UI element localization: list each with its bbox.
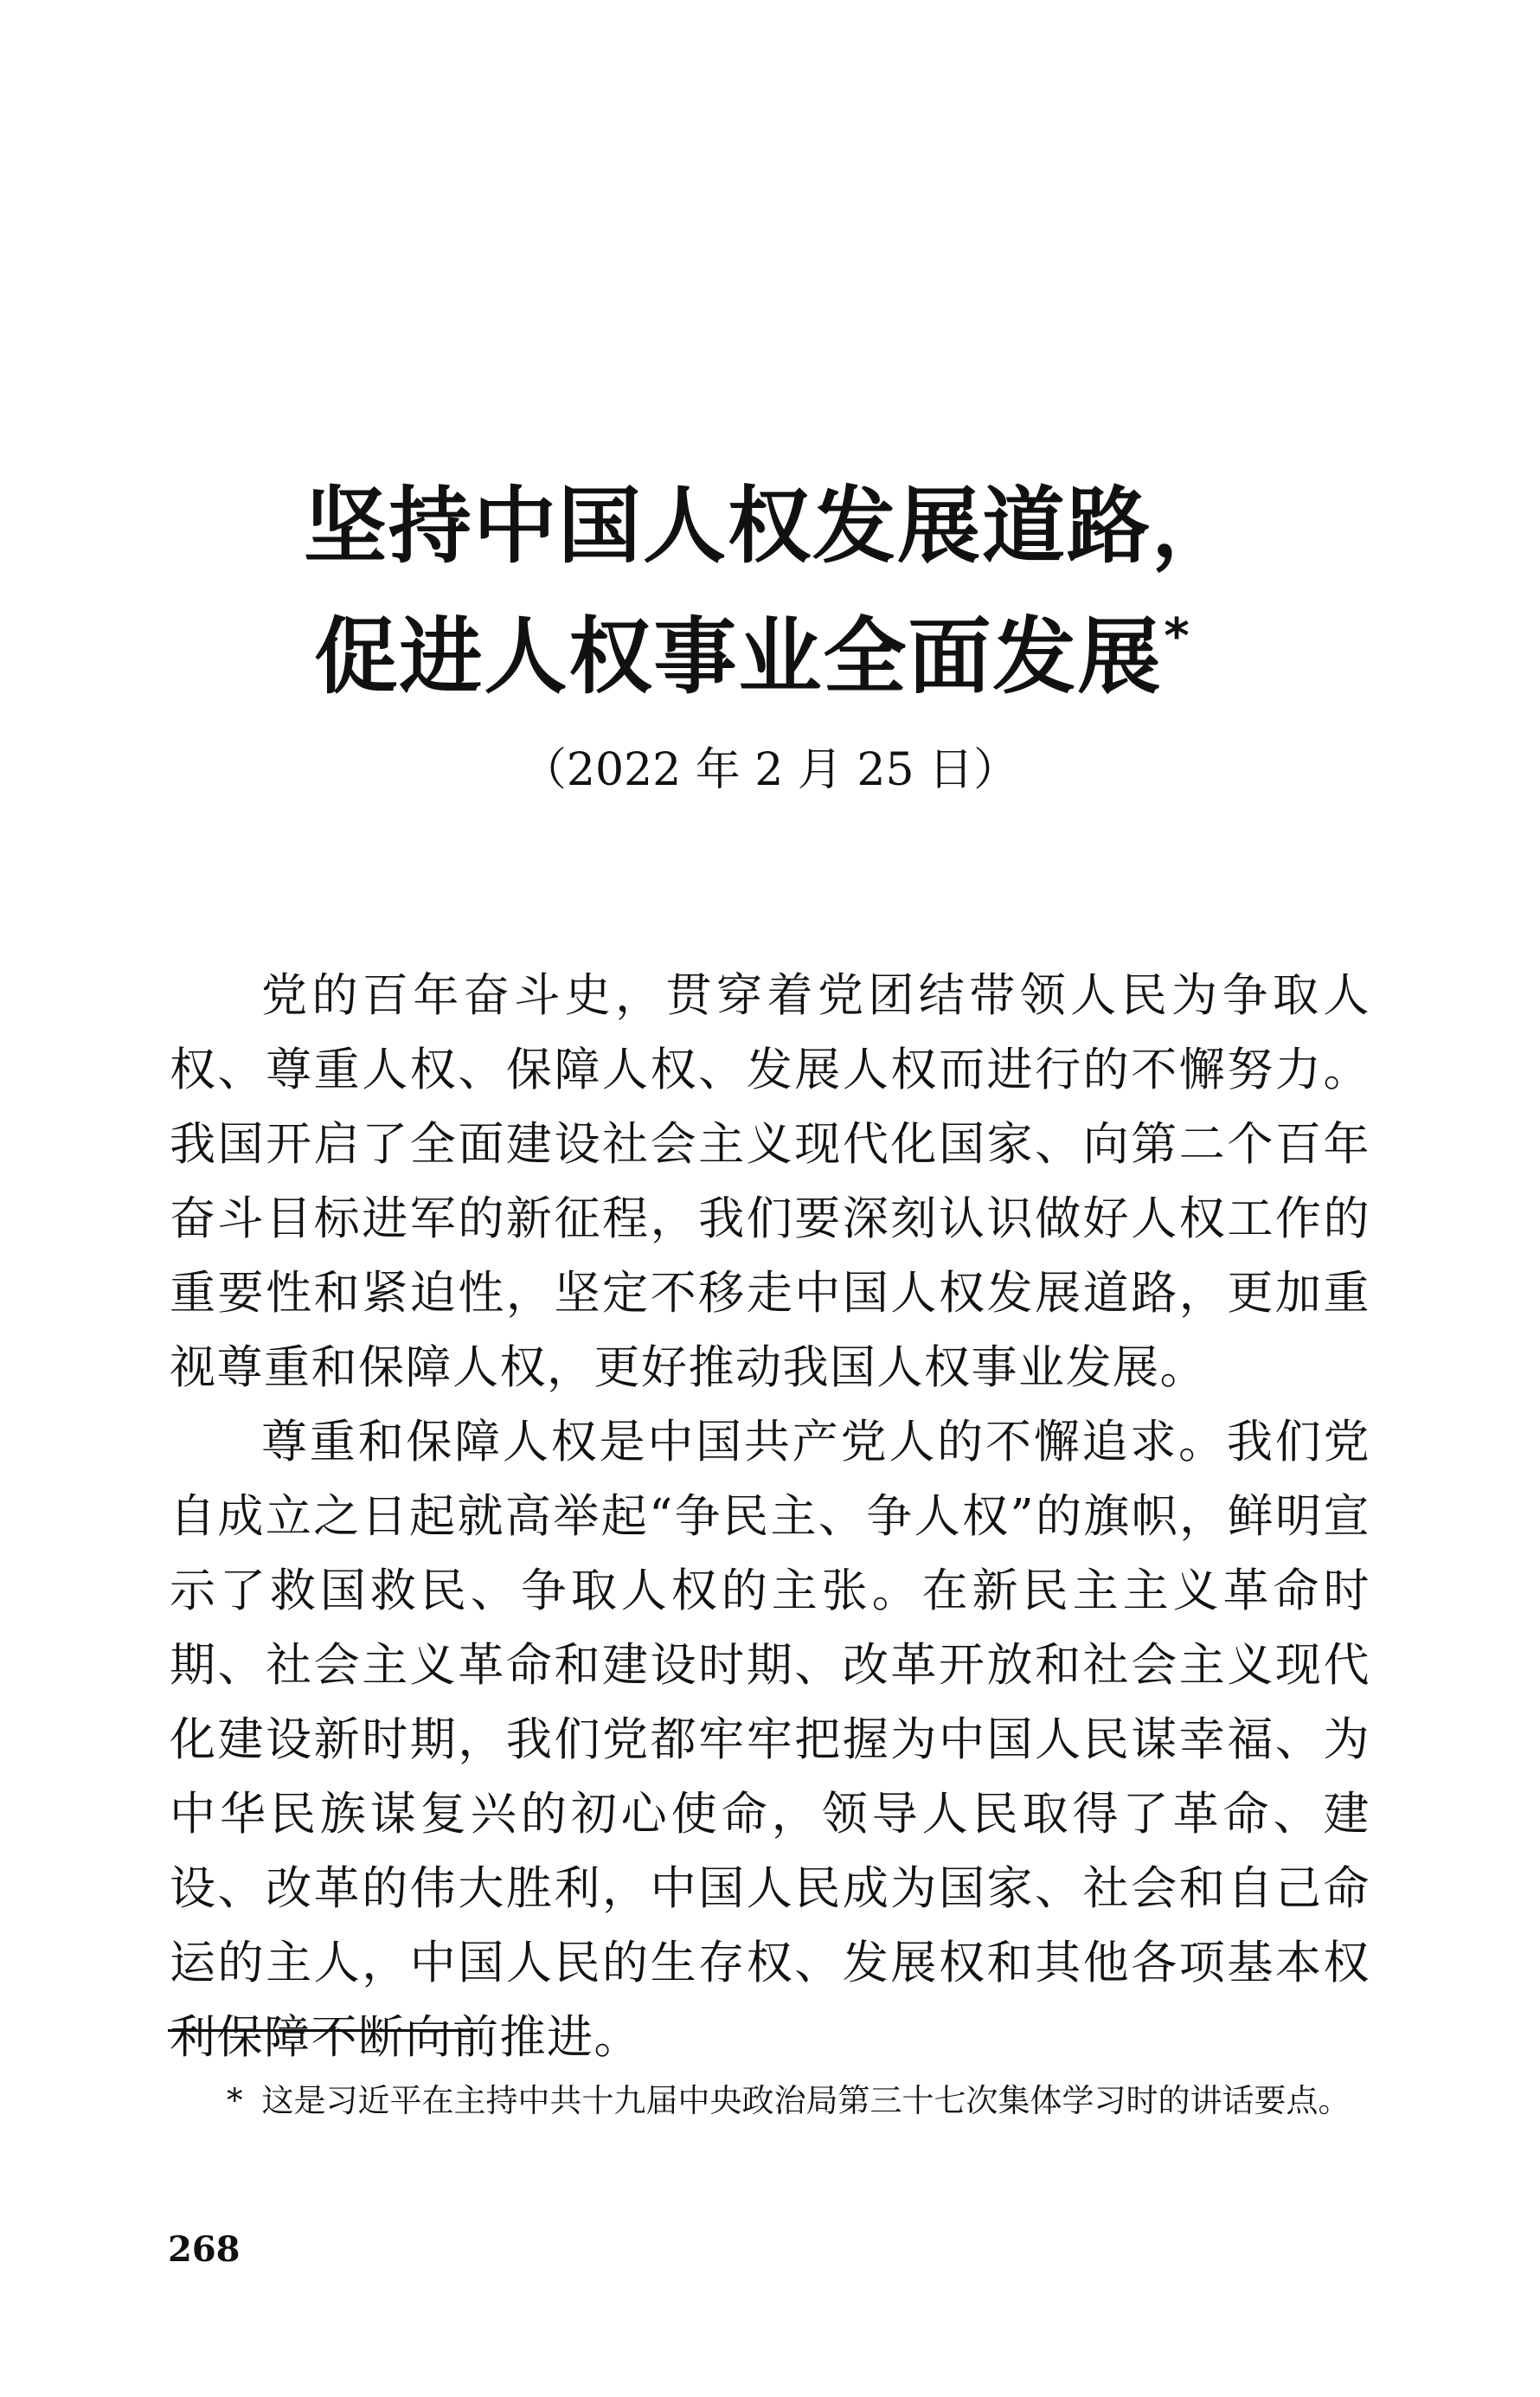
title-line-2 [0,585,1540,709]
footnote-divider [168,2029,478,2032]
footnote-reference-mark: * [1164,608,1191,665]
title-line-2-text: 促进人权事业全面发展 [314,608,1163,705]
article-date: （2022 年 2 月 25 日） [521,744,1019,796]
title-line-1: 坚持中国人权发展道路， [304,478,1236,575]
footnote [227,2077,1386,2125]
article-title [0,474,1540,709]
article-body [170,959,1370,2075]
footnote-marker: * [227,2082,243,2119]
footnote-text: 这是习近平在主持中共十九届中央政治局第三十七次集体学习时的讲话要点。 [261,2082,1351,2119]
page-number: 268 [168,2229,241,2270]
body-paragraph-1: 党的百年奋斗史，贯穿着党团结带领人民为争取人权、尊重人权、保障人权、发展人权而进行的不懈努力。我国开启了全面建设社会主义现代化国家、向第二个百年奋斗目标进军的新征程，我们要深刻认识做好人权工作的重要性和紧迫性，坚定不移走中国人权发展道路，更加重视尊重和保障人权，更好推动我国人权事业发展。 [170,969,1370,1394]
body-paragraph-2: 尊重和保障人权是中国共产党人的不懈追求。我们党自成立之日起就高举起“争民主、争人权”的旗帜，鲜明宣示了救国救民、争取人权的主张。在新民主主义革命时期、社会主义革命和建设时期、改革开放和社会主义现代化建设新时期，我们党都牢牢把握为中国人民谋幸福、为中华民族谋复兴的初心使命，领导人民取得了革命、建设、改革的伟大胜利，中国人民成为国家、社会和自己命运的主人，中国人民的生存权、发展权和其他各项基本权利保障不断向前推进。 [170,1416,1370,2064]
